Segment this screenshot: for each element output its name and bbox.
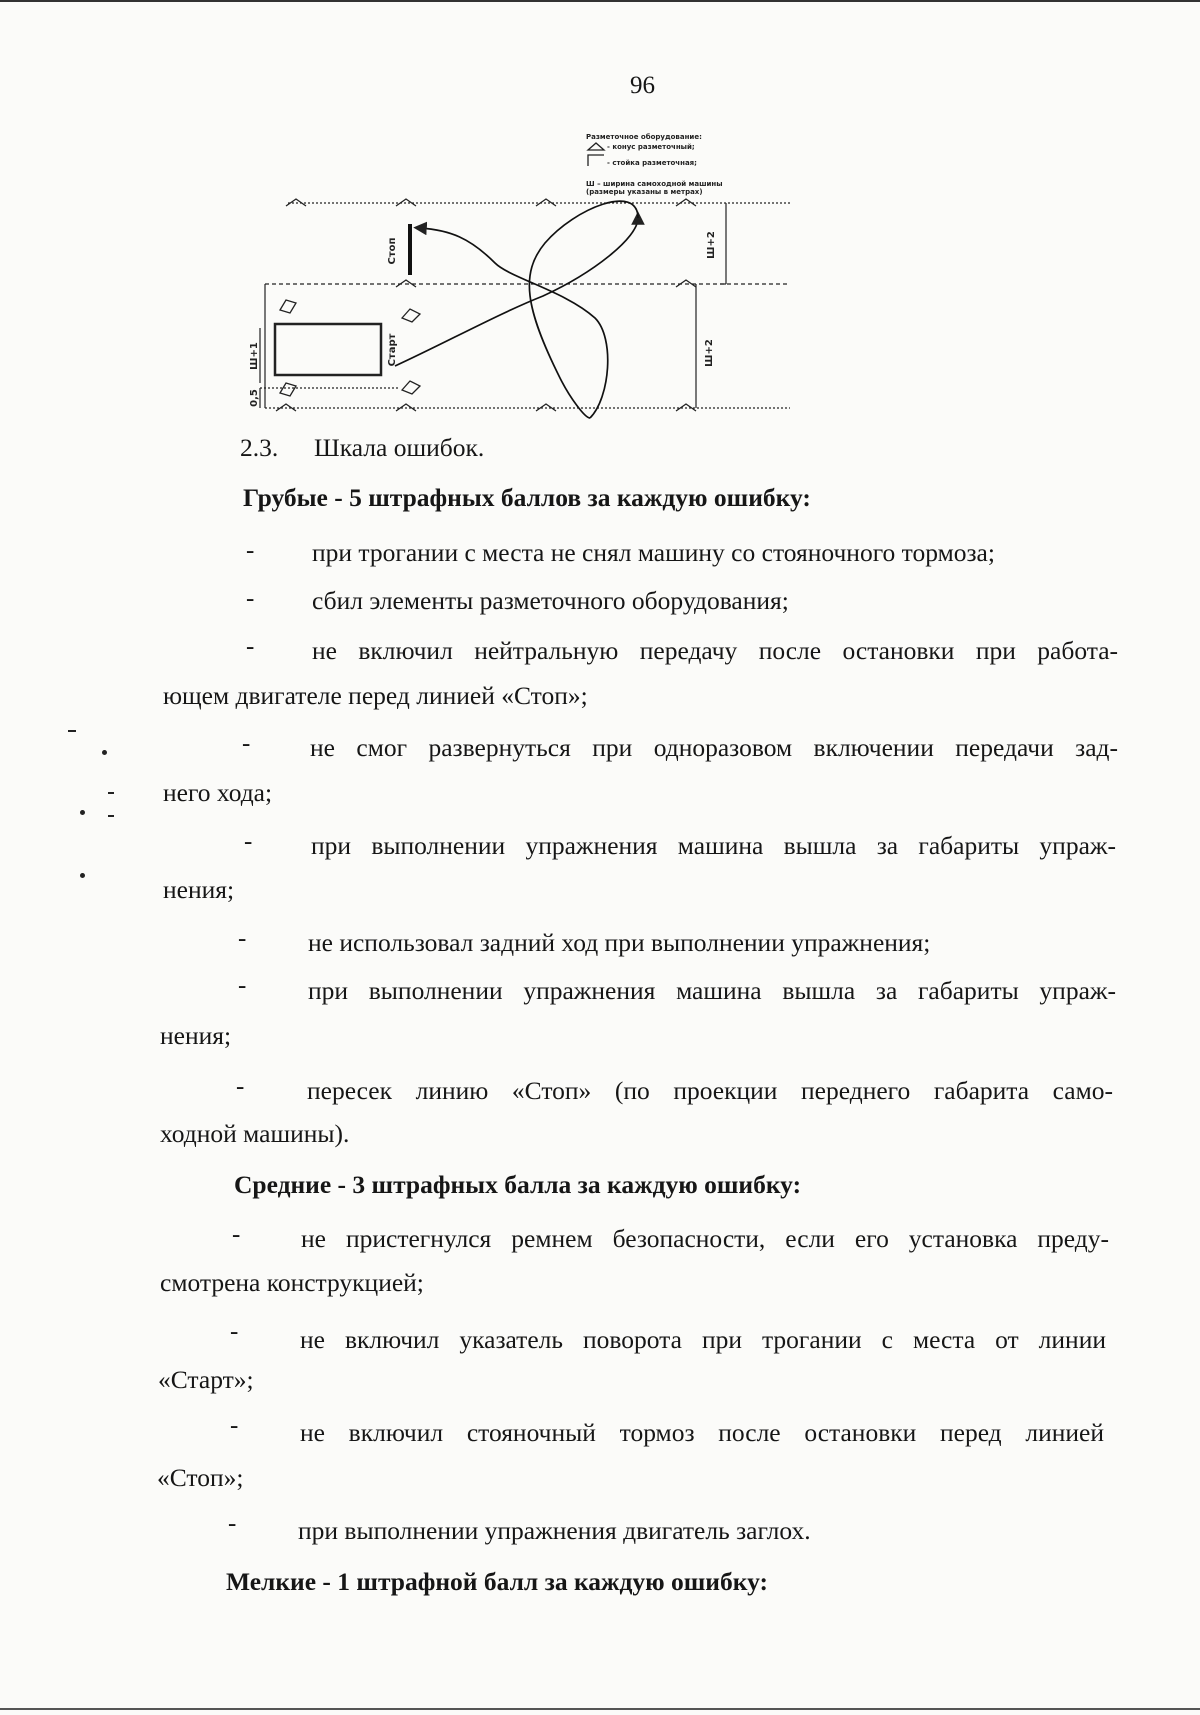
gross-dash: - [246, 537, 255, 564]
legend-width-note-1: Ш – ширина самоходной машины [586, 180, 723, 188]
dimension-w-plus-2-bottom: Ш+2 [704, 339, 715, 367]
gross-item-8-line-2: ходной машины). [160, 1119, 350, 1148]
medium-item-1-line-1: не пристегнулся ремнем безопасности, если его установка преду- [301, 1224, 1109, 1253]
scan-speck [102, 750, 107, 755]
dimension-w-plus-2-top: Ш+2 [706, 231, 717, 259]
gross-dash: - [236, 1073, 245, 1100]
section-number: 2.3. [240, 433, 279, 462]
scan-speck [80, 810, 85, 815]
gross-dash: - [246, 633, 255, 660]
dimension-half: 0,5 [249, 389, 260, 407]
gross-item-8-line-1: пересек линию «Стоп» (по проекции переднего габарита само- [307, 1076, 1113, 1105]
medium-item-1-line-2: смотрена конструкцией; [160, 1268, 424, 1297]
scan-top-edge [0, 0, 1200, 2]
scan-speck [108, 815, 114, 817]
dimension-w-plus-1: Ш+1 [249, 342, 260, 370]
post-icon [280, 383, 296, 396]
medium-dash: - [230, 1318, 239, 1345]
gross-item-6: не использовал задний ход при выполнении упражнения; [308, 928, 931, 957]
scan-bottom-edge [0, 1708, 1200, 1710]
gross-dash: - [238, 925, 247, 952]
gross-dash: - [244, 828, 253, 855]
gross-item-7-line-2: нения; [160, 1021, 232, 1050]
post-icon [280, 300, 296, 313]
trajectory [395, 201, 638, 418]
gross-item-4-line-1: не смог развернуться при одноразовом включении передачи зад- [310, 733, 1118, 762]
gross-item-3-line-2: ющем двигателе перед линией «Стоп»; [163, 681, 588, 710]
post-icon [402, 309, 420, 322]
gross-item-4-line-2: него хода; [163, 778, 273, 807]
medium-item-4: при выполнении упражнения двигатель заглох. [298, 1516, 811, 1545]
medium-dash: - [230, 1412, 239, 1439]
medium-item-2-line-1: не включил указатель поворота при трогании с места от линии [300, 1325, 1106, 1354]
medium-item-3-line-1: не включил стояночный тормоз после остановки перед линией [300, 1418, 1104, 1447]
minor-heading: Мелкие - 1 штрафной балл за каждую ошибку: [226, 1567, 768, 1596]
gross-item-5-line-2: нения; [163, 875, 235, 904]
gross-dash: - [238, 972, 247, 999]
gross-dash: - [242, 730, 251, 757]
medium-dash: - [228, 1510, 237, 1537]
marker-posts [280, 300, 420, 396]
start-label: Старт [387, 333, 398, 367]
gross-item-5-line-1: при выполнении упражнения машина вышла за габариты упраж- [311, 831, 1116, 860]
legend-cone-icon [588, 143, 604, 150]
stop-label: Стоп [387, 237, 398, 265]
gross-heading: Грубые - 5 штрафных баллов за каждую ошибку: [243, 483, 811, 512]
scan-speck [108, 792, 114, 794]
medium-dash: - [232, 1221, 241, 1248]
page-number: 96 [630, 72, 655, 99]
vehicle-rect [275, 324, 381, 375]
dimension-lines [260, 203, 726, 408]
legend-title: Разметочное оборудование: [586, 133, 702, 141]
medium-item-3-line-2: «Стоп»; [157, 1463, 244, 1492]
scan-speck [68, 730, 76, 732]
gross-item-7-line-1: при выполнении упражнения машина вышла за габариты упраж- [308, 976, 1116, 1005]
gross-item-3-line-1: не включил нейтральную передачу после остановки при работа- [312, 636, 1118, 665]
gross-item-2: сбил элементы разметочного оборудования; [312, 586, 789, 615]
legend-width-note-2: (размеры указаны в метрах) [586, 188, 703, 196]
gross-item-1: при трогании с места не снял машину со стояночного тормоза; [312, 538, 995, 567]
legend-post-icon [588, 155, 604, 166]
diagram-legend [586, 133, 723, 196]
section-title: Шкала ошибок. [314, 433, 485, 462]
gross-dash: - [246, 585, 255, 612]
legend-cone: - конус разметочный; [607, 143, 695, 151]
medium-item-2-line-2: «Старт»; [158, 1365, 254, 1394]
scan-speck [80, 873, 85, 878]
exercise-diagram [249, 128, 810, 430]
post-icon [402, 381, 420, 394]
legend-post: - стойка разметочная; [607, 159, 697, 167]
medium-heading: Средние - 3 штрафных балла за каждую ошибку: [234, 1170, 802, 1199]
